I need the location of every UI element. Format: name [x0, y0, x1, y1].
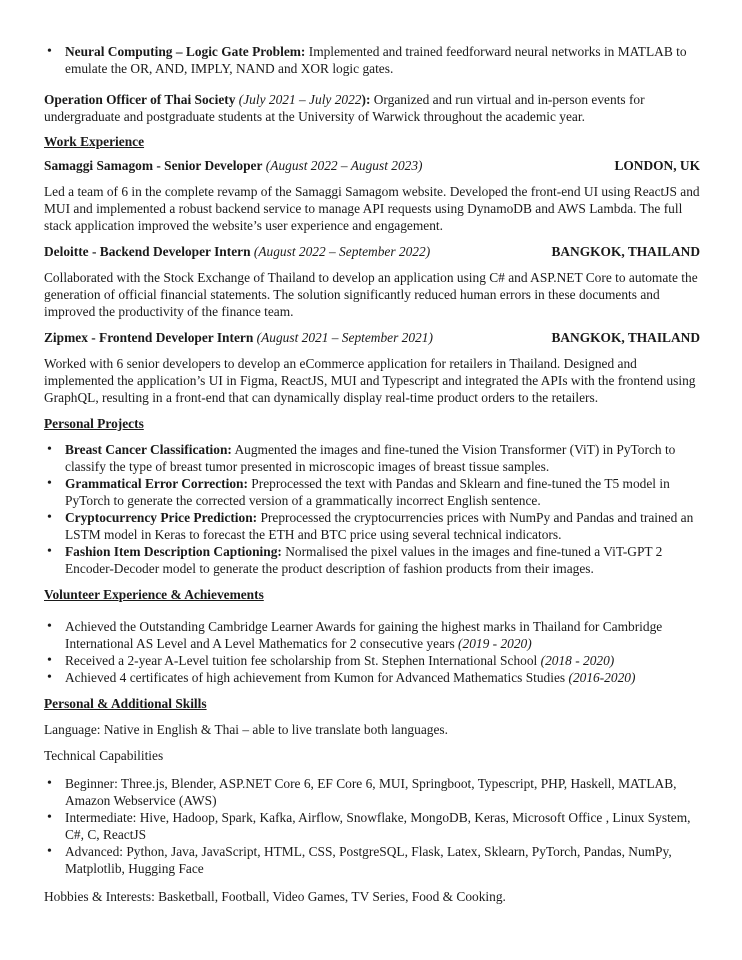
language-line: Language: Native in English & Thai – able to live translate both languages.	[44, 722, 448, 737]
hobbies-line: Hobbies & Interests: Basketball, Football, Video Games, TV Series, Food & Cooking.	[44, 889, 506, 904]
project-title: Grammatical Error Correction:	[65, 476, 248, 491]
volunteer-date: (2018 - 2020)	[540, 653, 615, 668]
volunteer-heading: Volunteer Experience & Achievements	[44, 587, 264, 602]
job-description: Collaborated with the Stock Exchange of Thailand to develop an application using C# and ASP.NET Core to automate the generation of official financial statements. The solution significantly reduced human errors in these documents and improved the productivity of the finance team.	[44, 270, 698, 319]
job-header	[44, 157, 700, 174]
role-title: Operation Officer of Thai Society	[44, 92, 236, 107]
bullet-text: Implemented and trained feedforward neural networks in MATLAB to emulate the OR, AND, IMPLY, NAND and XOR logic gates.	[65, 44, 687, 76]
work-experience-heading: Work Experience	[44, 134, 145, 149]
personal-projects-heading: Personal Projects	[44, 416, 144, 431]
skills-heading: Personal & Additional Skills	[44, 696, 207, 711]
project-text: Preprocessed the text with Pandas and Sklearn and fine-tuned the T5 model in PyTorch to generate the corrected version of a grammatically incorrect English sentence.	[65, 476, 670, 508]
volunteer-text: Received a 2-year A-Level tuition fee scholarship from St. Stephen International School	[65, 653, 541, 668]
job-location: BANGKOK, THAILAND	[551, 330, 700, 345]
job-dates: (August 2021 – September 2021)	[253, 330, 433, 345]
volunteer-list	[44, 618, 700, 686]
job-dates: (August 2022 – September 2022)	[250, 244, 431, 259]
job-location: LONDON, UK	[614, 158, 700, 173]
project-text: Preprocessed the cryptocurrencies prices with NumPy and Pandas and trained an LSTM model in Keras to forecast the ETH and BTC price using several technical indicators.	[65, 510, 694, 542]
job-entry	[44, 157, 700, 234]
role-dates-close: ):	[361, 92, 371, 107]
intro-bullet-list	[44, 43, 700, 77]
list-item	[44, 475, 700, 509]
technical-capabilities-heading: Technical Capabilities	[44, 748, 164, 763]
job-header	[44, 243, 700, 260]
list-item	[44, 652, 700, 669]
list-item	[44, 441, 700, 475]
project-title: Fashion Item Description Captioning:	[65, 544, 282, 559]
role-description: Organized and run virtual and in-person events for undergraduate and postgraduate students at the University of Warwick throughout the academic year.	[44, 92, 645, 124]
job-entry	[44, 329, 700, 406]
job-dates: (August 2022 – August 2023)	[262, 158, 423, 173]
project-title: Cryptocurrency Price Prediction:	[65, 510, 258, 525]
role-dates: (July 2021 – July 2022	[235, 92, 362, 107]
job-header	[44, 329, 700, 346]
skills-list	[44, 775, 700, 877]
list-item: • Beginner: Three.js, Blender, ASP.NET Core 6, EF Core 6, MUI, Springboot, Typescript, PHP, Haskell, MATLAB, Amazon Webservice (AWS)	[44, 775, 700, 809]
thai-society-entry	[44, 91, 700, 125]
project-title: Breast Cancer Classification:	[65, 442, 232, 457]
job-title: Samaggi Samagom - Senior Developer	[44, 158, 263, 173]
job-title: Zipmex - Frontend Developer Intern	[44, 330, 254, 345]
volunteer-date: (2019 - 2020)	[458, 636, 532, 651]
resume-page	[44, 43, 700, 905]
project-text: Normalised the pixel values in the images and fine-tuned a ViT-GPT 2 Encoder-Decoder model to generate the product description of fashion products from their images.	[65, 544, 663, 576]
bullet-title: Neural Computing – Logic Gate Problem:	[65, 44, 306, 59]
list-item	[44, 618, 700, 652]
job-entry	[44, 243, 700, 320]
volunteer-text: Achieved 4 certificates of high achievement from Kumon for Advanced Mathematics Studies	[65, 670, 569, 685]
list-item: • Advanced: Python, Java, JavaScript, HTML, CSS, PostgreSQL, Flask, Latex, Sklearn, PyTorch, Pandas, NumPy, Matplotlib, Hugging Face	[44, 843, 700, 877]
list-item: • Intermediate: Hive, Hadoop, Spark, Kafka, Airflow, Snowflake, MongoDB, Keras, Microsoft Office , Linux System, C#, C, ReactJS	[44, 809, 700, 843]
job-location: BANGKOK, THAILAND	[551, 244, 700, 259]
project-text: Augmented the images and fine-tuned the Vision Transformer (ViT) in PyTorch to classify the type of breast tumor presented in microscopic images of breast tissue samples.	[65, 442, 676, 474]
volunteer-text: Achieved the Outstanding Cambridge Learner Awards for gaining the highest marks in Thailand for Cambridge International AS Level and A Level Mathematics for 2 consecutive years	[65, 619, 663, 651]
list-item	[44, 43, 700, 77]
list-item	[44, 669, 700, 686]
list-item	[44, 509, 700, 543]
job-description: Led a team of 6 in the complete revamp of the Samaggi Samagom website. Developed the front-end UI using ReactJS and MUI and implemented a robust backend service to manage API requests using DynamoDB and AWS Lambda. The full stack application improved the website’s user experience and engagement.	[44, 184, 700, 233]
job-description: Worked with 6 senior developers to develop an eCommerce application for retailers in Thailand. Designed and implemented the application’s UI in Figma, ReactJS, MUI and Typescript and integrated the APIs with the frontend using GraphQL, resulting in a front-end that can dynamically display real-time product orders to the retailers.	[44, 356, 696, 405]
volunteer-date: (2016-2020)	[568, 670, 636, 685]
job-title: Deloitte - Backend Developer Intern	[44, 244, 251, 259]
list-item	[44, 543, 700, 577]
projects-list	[44, 441, 700, 577]
